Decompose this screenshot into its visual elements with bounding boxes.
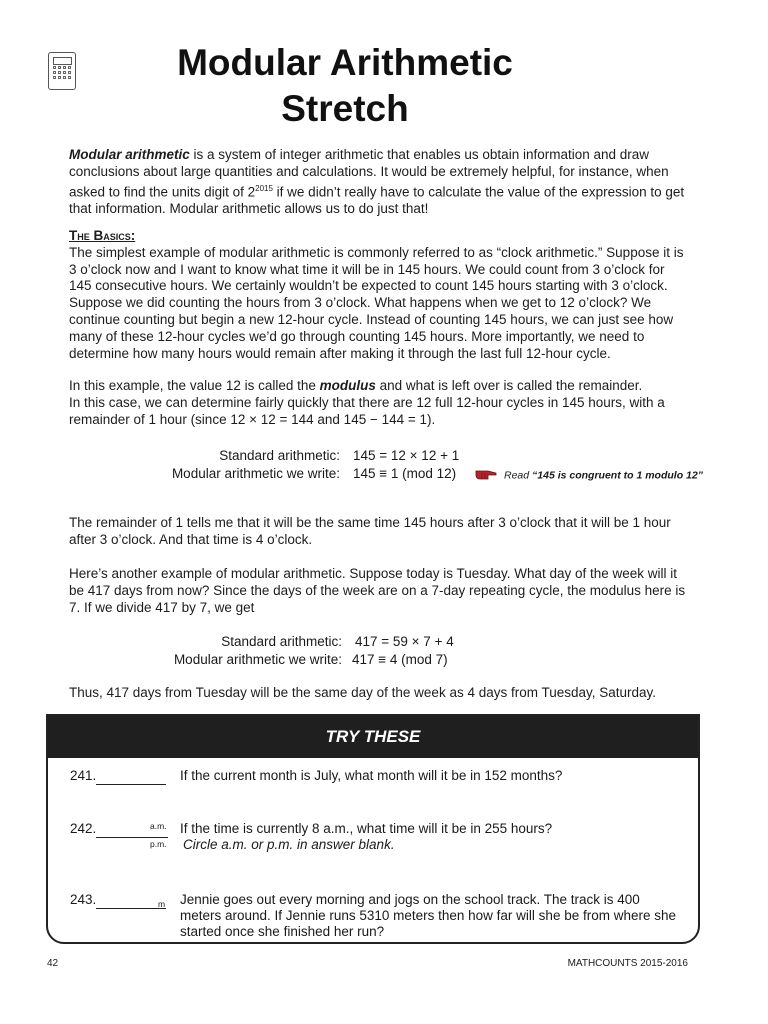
basics-section: [69, 228, 689, 362]
intro-exponent: 2015: [255, 183, 273, 193]
modulus-line-2: In this case, we can determine fairly quickly that there are 12 full 12-hour cycles in 145 hours, with a remainder of 1 hour (since 12 × 12 = 144 and 145 − 144 = 1).: [69, 394, 665, 427]
equation-label: Standard arithmetic:: [221, 634, 342, 649]
problem-text: If the current month is July, what month will it be in 152 months?: [180, 768, 563, 783]
equation-label: Standard arithmetic:: [219, 448, 340, 463]
congruence-note: [474, 467, 703, 484]
try-these-box: [46, 714, 700, 944]
equation-value: 145 ≡ 1 (mod 12): [353, 466, 457, 481]
problem-instruction: Circle a.m. or p.m. in answer blank.: [183, 837, 395, 852]
unit-pm[interactable]: p.m.: [150, 839, 167, 849]
page-title: [140, 40, 550, 132]
calculator-icon: [48, 52, 76, 90]
intro-term: Modular arithmetic: [69, 147, 190, 162]
modulus-paragraph: [69, 378, 689, 428]
try-these-heading: TRY THESE: [48, 716, 698, 758]
answer-blank[interactable]: [96, 768, 166, 785]
unit-am[interactable]: a.m.: [150, 821, 167, 831]
intro-paragraph: [69, 147, 689, 218]
intro-text-a: is a system of integer arithmetic that enables us obtain information and draw conclusions about large quantities and calculations. It would be extremely helpful, for instance, when asked to find the units digit of 2: [69, 147, 669, 200]
equation-value: 417 ≡ 4 (mod 7): [352, 652, 448, 667]
pointing-hand-icon: [474, 467, 498, 484]
modulus-text-b: and what is left over is called the remainder.: [375, 378, 643, 393]
problem-number: 242.: [70, 821, 168, 838]
problem-number: 243.: [70, 892, 166, 909]
page-number: 42: [47, 958, 59, 969]
problem-text: If the time is currently 8 a.m., what time will it be in 255 hours? Circle a.m. or p.m. in answer blank.: [180, 821, 680, 853]
conclusion-paragraph: Thus, 417 days from Tuesday will be the same day of the week as 4 days from Tuesday, Saturday.: [69, 685, 657, 700]
basics-heading: The Basics:: [69, 228, 136, 243]
week-paragraph: Here’s another example of modular arithmetic. Suppose today is Tuesday. What day of the week will it be 417 days from now? Since the days of the week are on a 7-day repeating cycle, the modulus here is 7. If we divide 417 by 7, we get: [69, 566, 686, 615]
equation-value: 417 = 59 × 7 + 4: [355, 634, 454, 649]
intro-text-b: if we didn’t really have to calculate the value of the expression to get that information. Modular arithmetic allows us to do just that!: [69, 184, 685, 216]
answer-blank[interactable]: [96, 892, 166, 909]
title-line-1: Modular Arithmetic: [177, 42, 513, 83]
equation-label: Modular arithmetic we write:: [171, 466, 340, 481]
title-line-2: Stretch: [281, 88, 409, 129]
problem-text: Jennie goes out every morning and jogs on the school track. The track is 400 meters around. If Jennie runs 5310 meters then how far will she be from where she started once she finished her run?: [180, 892, 676, 939]
note-quote: “145 is congruent to 1 modulo 12”: [532, 469, 703, 482]
publication-footer: MATHCOUNTS 2015-2016: [567, 958, 688, 969]
remainder-paragraph: The remainder of 1 tells me that it will be the same time 145 hours after 3 o’clock that it will be 1 hour after 3 o’clock. And that time is 4 o’clock.: [69, 515, 671, 547]
note-prefix: Read: [504, 469, 533, 482]
unit-m: m: [158, 899, 166, 909]
equation-value: 145 = 12 × 12 + 1: [353, 448, 460, 463]
modulus-term: modulus: [319, 378, 376, 393]
problem-number: 241.: [70, 768, 166, 785]
basics-paragraph: The simplest example of modular arithmetic is commonly referred to as “clock arithmetic.” Suppose it is 3 o’clock now and I want to know what time it will be in 145 hours. We could count from 3 o’clock for 145 consecutive hours. We certainly wouldn’t be expected to count 145 hours starting with 3 o’clock. Suppose we did counting the hours from 3 o’clock. What happens when we get to 12 o’clock? We continue counting but begin a new 12-hour cycle. Instead of counting 145 hours, we can just see how many of these 12-hour cycles we’d go through counting 145 hours. More importantly, we need to determine how many hours would remain after making it through the last full 12-hour cycle.: [69, 244, 684, 361]
modulus-text-a: In this example, the value 12 is called the: [69, 378, 320, 393]
equation-label: Modular arithmetic we write:: [173, 652, 342, 667]
